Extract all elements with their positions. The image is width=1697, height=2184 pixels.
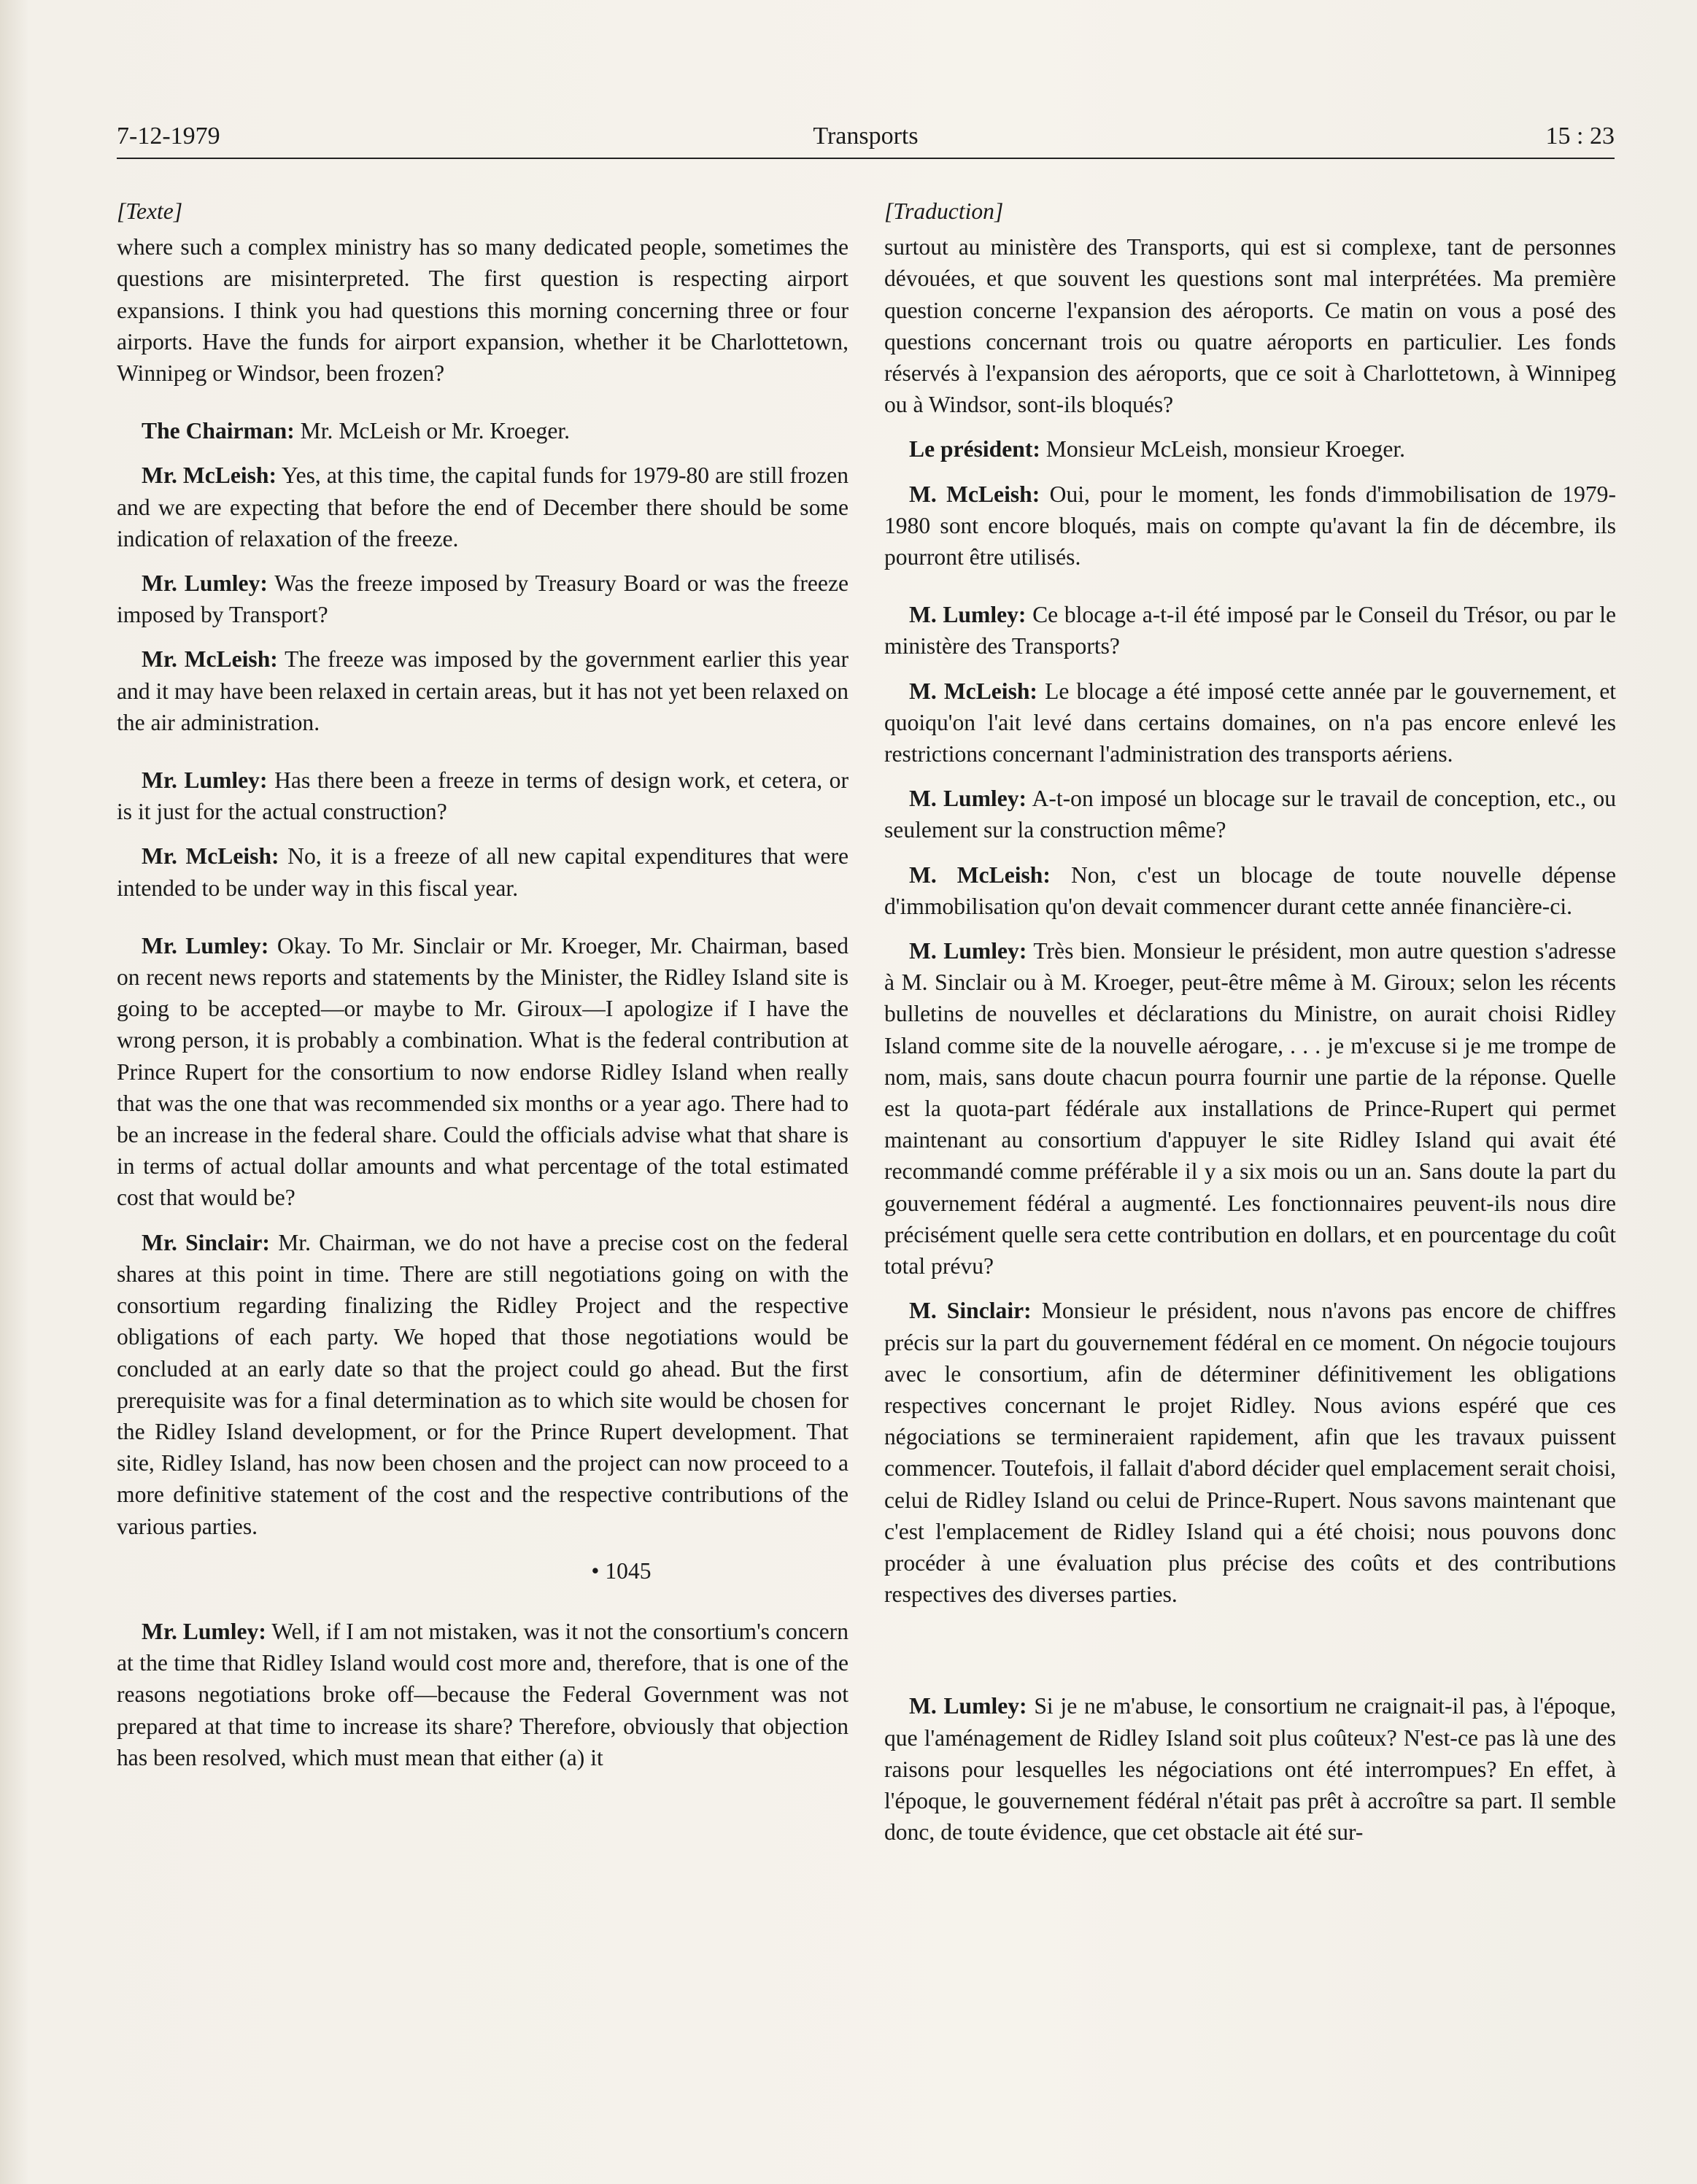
speaker-name: M. Sinclair: [909,1298,1032,1324]
paragraph [117,1616,848,1773]
paragraph [117,764,848,827]
speaker-name: Mr. Lumley: [142,932,269,959]
speaker-name: M. Lumley: [909,602,1027,628]
speech-text: Le blocage a été imposé cette année par le gouvernement, et quoiqu'on l'ait levé dans certains domaines, on n'a pas encore enlevé les restrictions concernant l'administration des transports aériens. [884,678,1616,767]
speech-text: The freeze was imposed by the government earlier this year and it may have been relaxed in certain areas, but it has not yet been relaxed on the air administration. [117,646,849,735]
header-date: 7-12-1979 [117,123,220,150]
speech-text: Monsieur le président, nous n'avons pas encore de chiffres précis sur la part du gouvernement fédéral en ce moment. On négocie toujours avec le consortium, afin de déterminer définitivement les obligations respectives concernant le projet Ridley. Nous avions espéré que ces négociations se termineraient rapidement, afin que les travaux puissent commencer. Toutefois, il fallait d'abord décider quel emplacement serait choisi, celui de Ridley Island ou celui de Prince-Rupert. Nous savons maintenant que c'est l'emplacement de Ridley Island qui a été choisi; nous pouvons donc procéder à une évaluation plus précise des coûts et des contributions respectives des diverses parties. [884,1298,1617,1608]
speech-text: Yes, at this time, the capital funds for 1979-80 are still frozen and we are expecting that before the end of December there should be some indication of relaxation of the freeze. [117,462,848,551]
paragraph: where such a complex ministry has so many dedicated people, sometimes the questions are misinterpreted. The first question is respecting airport expansions. I think you had questions this morning concerning three or four airports. Have the funds for airport expansion, whether it be Charlottetown, Winnipeg or Windsor, been frozen? [117,234,848,387]
paragraph [117,415,848,446]
column-label-text: Texte [125,198,174,224]
speech-text: Oui, pour le moment, les fonds d'immobilisation de 1979-1980 sont encore bloqués, mais on compte qu'avant la fin de décembre, ils pourront être utilisés. [884,481,1616,570]
speech-text: Has there been a freeze in terms of design work, et cetera, or is it just for the actual construction? [117,767,848,825]
paragraph [884,675,1616,770]
speaker-name: M. Lumley: [909,1693,1027,1719]
paragraph [884,1295,1616,1610]
paragraph [117,643,848,738]
speaker-name: M. McLeish: [909,481,1040,507]
speaker-name: Mr. McLeish: [142,462,277,489]
speech-text: Was the freeze imposed by Treasury Board or was the freeze imposed by Transport? [117,570,848,628]
speech-text: Mr. Chairman, we do not have a precise cost on the federal shares at this point in time. There are still negotiations going on with the consortium regarding finalizing the Ridley Project and the respective obligations of each party. We hoped that those negotiations would be concluded at an early date so that the project could go ahead. But the first prerequisite was for a final determination as to which site would be chosen for the Ridley Island development, or for the Prince Rupert development. That site, Ridley Island, has now been chosen and the project can now proceed to a more definitive statement of the cost and the respective contributions of the various parties. [117,1229,849,1539]
paragraph [117,568,848,630]
column-label-text: Traduction [893,198,994,224]
speaker-name: M. McLeish: [909,861,1051,888]
speech-text: Très bien. Monsieur le président, mon autre question s'adresse à M. Sinclair ou à M. Kroeger, peut-être même à M. Giroux; selon les récents bulletins de nouvelles et déclarations du Ministre, on aurait choisi Ridley Island comme site de la nouvelle aérogare, . . . je m'excuse si je me trompe de nom, mais, sans doute chacun pourra fournir une partie de la réponse. Quelle est la quota-part fédérale aux installations de Prince-Rupert qui permet maintenant au consortium d'appuyer le site Ridley Island qui avait été recommandé comme préférable il y a six mois ou un an. Sans doute la part du gouvernement fédéral a augmenté. Les fonctionnaires peuvent-ils nous dire précisément quelle sera cette contribution en dollars, et en pourcentage du coût total prévu? [884,938,1616,1279]
speech-text: Non, c'est un blocage de toute nouvelle dépense d'immobilisation qu'on devait commencer durant cette année financière-ci. [884,861,1616,919]
paragraph [884,599,1616,662]
header-page-number: 15 : 23 [1545,123,1615,150]
speech-text: Okay. To Mr. Sinclair or Mr. Kroeger, Mr. Chairman, based on recent news reports and statements by the Minister, the Ridley Island site is going to be accepted—or maybe to Mr. Giroux—I apologize if I have the wrong person, it is probably a combination. What is the federal contribution at Prince Rupert for the consortium to now endorse Ridley Island when really that was the one that was recommended six months or a year ago. There had to be an increase in the federal share. Could the officials advise what that share is in terms of actual dollar amounts and what percentage of the total estimated cost that would be? [117,932,848,1211]
speech-text: A-t-on imposé un blocage sur le travail de conception, etc., ou seulement sur la construction même? [884,786,1616,843]
paragraph [884,859,1616,922]
page-header [117,123,1615,159]
speech-text: Si je ne m'abuse, le consortium ne craignait-il pas, à l'époque, que l'aménagement de Ridley Island soit plus coûteux? N'est-ce pas là une des raisons pour lesquelles les négociations ont été interrompues? En effet, à l'époque, le gouvernement fédéral n'était pas prêt à accroître sa part. Il semble donc, de toute évidence, que cet obstacle ait été sur- [884,1693,1616,1846]
speaker-name: M. Lumley: [909,938,1027,964]
speaker-name: The Chairman: [142,418,295,444]
speaker-name: M. McLeish: [909,678,1037,704]
speaker-name: Mr. Lumley: [142,767,268,794]
paragraph [884,433,1616,465]
paragraph [117,840,848,903]
paragraph [117,1227,848,1542]
speaker-name: Mr. Lumley: [142,1618,266,1644]
column-label: [Traduction] [884,198,1004,224]
french-column [884,195,1616,1861]
speaker-name: Mr. McLeish: [142,646,278,673]
paragraph [884,1690,1616,1848]
paragraph [117,460,848,554]
paragraph [884,479,1616,573]
paragraph: surtout au ministère des Transports, qui est si complexe, tant de personnes dévouées, et que souvent les questions sont mal interprétées. Ma première question concerne l'expansion des aéroports. Ce matin on vous a posé des questions concernant trois ou quatre aéroports en particulier. Les fonds réservés à l'expansion des aéroports, que ce soit à Charlottetown, à Winnipeg ou à Windsor, sont-ils bloqués? [884,234,1616,418]
speech-text: Well, if I am not mistaken, was it not the consortium's concern at the time that Ridley Island would cost more and, therefore, that is one of the reasons negotiations broke off—because the Federal Government was not prepared at that time to increase its share? Therefore, obviously that objection has been resolved, which must mean that either (a) it [117,1618,848,1770]
column-label: [Texte] [117,198,183,224]
time-marker: • 1045 [591,1557,652,1584]
speech-text: Ce blocage a-t-il été imposé par le Conseil du Trésor, ou par le ministère des Transports? [884,602,1617,659]
speaker-name: Le président: [909,436,1040,462]
header-title: Transports [813,123,919,150]
speaker-name: Mr. Lumley: [142,570,268,597]
speech-text: No, it is a freeze of all new capital expenditures that were intended to be under way in this fiscal year. [117,843,848,901]
speech-text: Mr. McLeish or Mr. Kroeger. [294,418,571,444]
paragraph [117,930,848,1214]
speech-text: Monsieur McLeish, monsieur Kroeger. [1040,436,1406,462]
english-column [117,195,848,1786]
speaker-name: Mr. Sinclair: [142,1229,270,1255]
speaker-name: M. Lumley: [909,786,1027,812]
paragraph [884,935,1616,1282]
speaker-name: Mr. McLeish: [142,843,279,870]
paragraph [884,783,1616,845]
